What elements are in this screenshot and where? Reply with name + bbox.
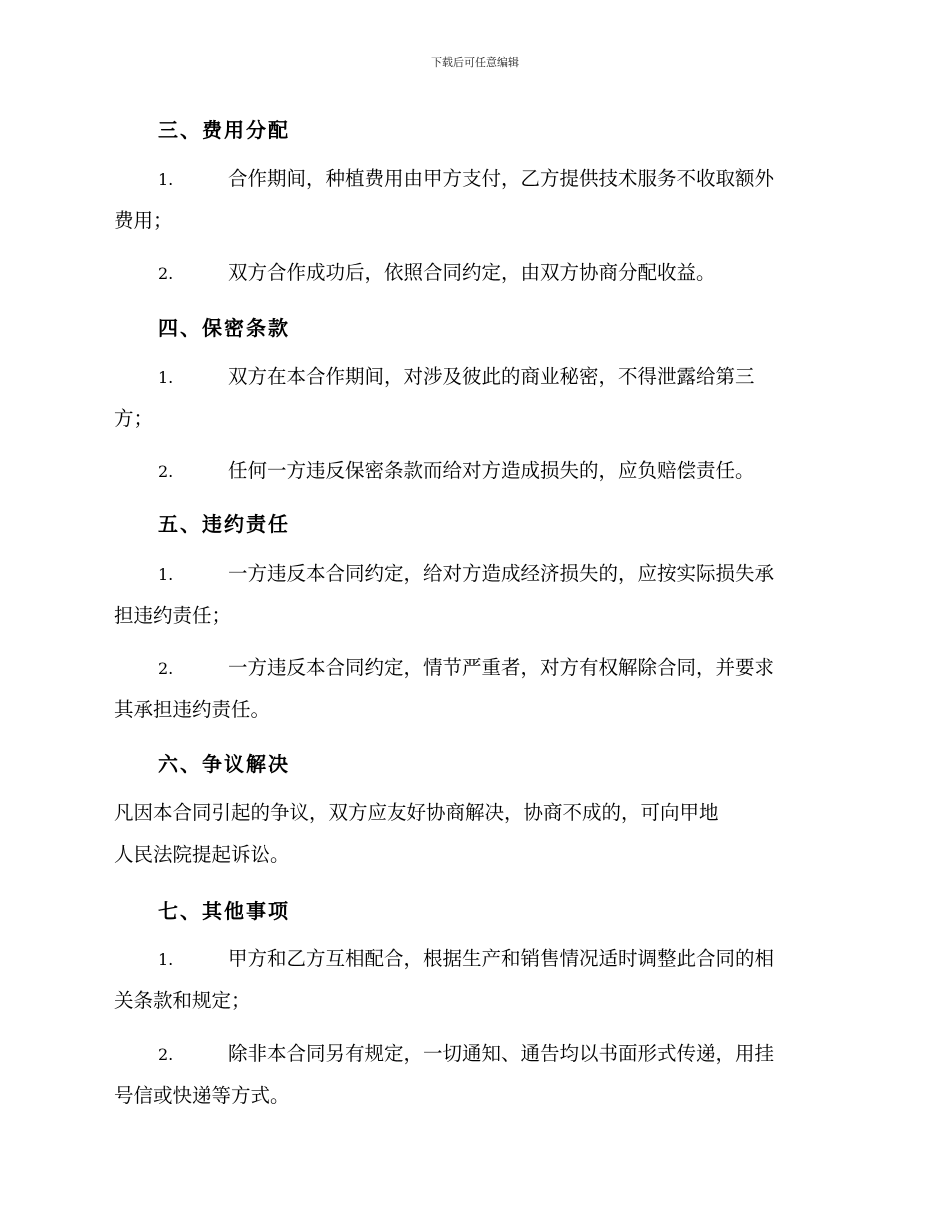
clause-number: 1. bbox=[158, 170, 174, 189]
clause-text-continued: 其承担违约责任。 bbox=[114, 698, 271, 721]
clause-text: 双方在本合作期间，对涉及彼此的商业秘密，不得泄露给第三 bbox=[228, 365, 755, 388]
section-heading-liability: 五、违约责任 bbox=[158, 512, 290, 536]
clause-text: 凡因本合同引起的争议，双方应友好协商解决，协商不成的，可向甲地 bbox=[114, 801, 719, 824]
clause-number: 2. bbox=[158, 264, 174, 283]
clause-number: 2. bbox=[158, 1045, 174, 1064]
clause-text-continued: 关条款和规定； bbox=[114, 989, 251, 1012]
clause-fees-2 bbox=[114, 252, 834, 294]
page-header: 下载后可任意编辑 bbox=[431, 56, 519, 69]
section-heading-other: 七、其他事项 bbox=[158, 899, 290, 923]
clause-number: 1. bbox=[158, 950, 174, 969]
clause-text: 除非本合同另有规定，一切通知、通告均以书面形式传递，用挂 bbox=[228, 1042, 775, 1065]
section-heading-fees: 三、费用分配 bbox=[158, 118, 290, 142]
clause-liability-2 bbox=[114, 647, 834, 731]
clause-text-continued: 担违约责任； bbox=[114, 604, 232, 627]
clause-fees-1 bbox=[114, 158, 834, 242]
clause-confidentiality-1 bbox=[114, 356, 834, 440]
clause-text: 任何一方违反保密条款而给对方造成损失的，应负赔偿责任。 bbox=[228, 459, 755, 482]
clause-text: 一方违反本合同约定，情节严重者，对方有权解除合同，并要求 bbox=[228, 656, 775, 679]
clause-other-1 bbox=[114, 938, 834, 1022]
clause-text: 合作期间，种植费用由甲方支付，乙方提供技术服务不收取额外 bbox=[228, 167, 775, 190]
clause-disputes bbox=[114, 792, 834, 876]
clause-confidentiality-2 bbox=[114, 450, 834, 492]
clause-number: 1. bbox=[158, 565, 174, 584]
clause-text-continued: 费用； bbox=[114, 209, 173, 232]
clause-text-continued: 人民法院提起诉讼。 bbox=[114, 843, 290, 866]
clause-liability-1 bbox=[114, 553, 834, 637]
clause-text: 双方合作成功后，依照合同约定，由双方协商分配收益。 bbox=[228, 261, 716, 284]
clause-text: 甲方和乙方互相配合，根据生产和销售情况适时调整此合同的相 bbox=[228, 947, 775, 970]
clause-text-continued: 方； bbox=[114, 407, 154, 430]
clause-number: 1. bbox=[158, 368, 174, 387]
clause-number: 2. bbox=[158, 659, 174, 678]
section-heading-confidentiality: 四、保密条款 bbox=[158, 316, 290, 340]
clause-number: 2. bbox=[158, 462, 174, 481]
clause-other-2 bbox=[114, 1033, 834, 1117]
clause-text: 一方违反本合同约定，给对方造成经济损失的，应按实际损失承 bbox=[228, 562, 775, 585]
clause-text-continued: 号信或快递等方式。 bbox=[114, 1084, 290, 1107]
section-heading-disputes: 六、争议解决 bbox=[158, 752, 290, 776]
